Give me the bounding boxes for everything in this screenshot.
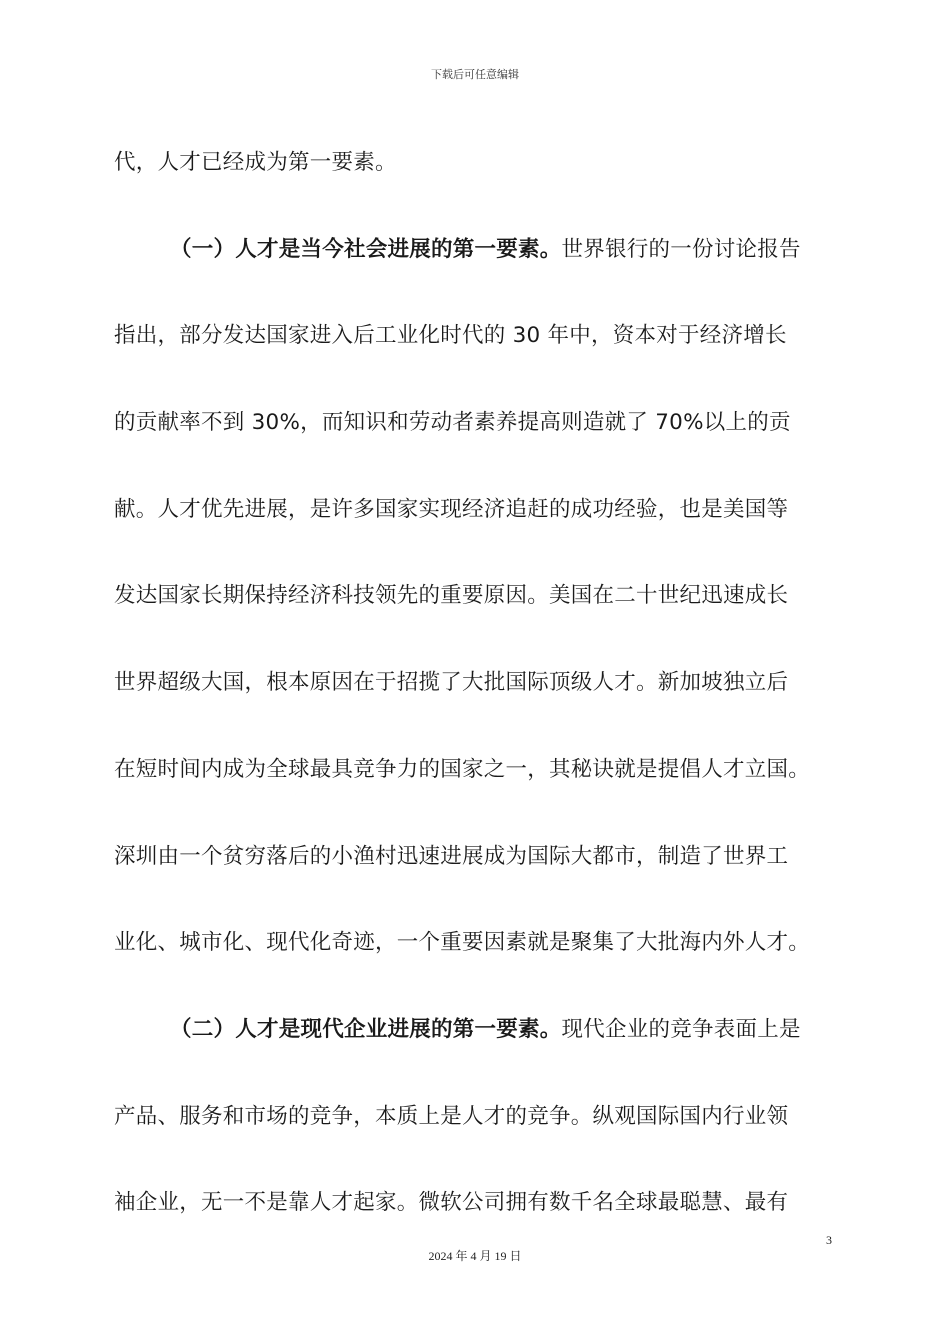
text-line (114, 661, 844, 748)
line-text: 发达国家长期保持经济科技领先的重要原因。美国在二十世纪迅速成长 (114, 583, 789, 609)
section-heading-1: （一）人才是当今社会进展的第一要素。 (170, 236, 562, 262)
text-line (114, 748, 844, 835)
text-line (114, 401, 844, 488)
text-line (114, 141, 844, 228)
section-heading-line-1 (114, 228, 844, 315)
text-line (114, 921, 844, 1008)
line-text: 世界银行的一份讨论报告 (561, 236, 801, 262)
line-text: 指出，部分发达国家进入后工业化时代的 30 年中，资本对于经济增长 (114, 323, 787, 349)
line-text: 产品、服务和市场的竞争，本质上是人才的竞争。纵观国际国内行业领 (114, 1103, 789, 1129)
text-line (114, 314, 844, 401)
text-line (114, 574, 844, 661)
line-text: 世界超级大国，根本原因在于招揽了大批国际顶级人才。新加坡独立后 (114, 670, 789, 696)
page-header: 下载后可任意编辑 (431, 68, 519, 81)
text-line (114, 835, 844, 922)
line-text: 献。人才优先进展，是许多国家实现经济追赶的成功经验，也是美国等 (114, 496, 789, 522)
text-line (114, 488, 844, 575)
page-number: 3 (826, 1233, 832, 1247)
line-text: 深圳由一个贫穷落后的小渔村迅速进展成为国际大都市，制造了世界工 (114, 843, 789, 869)
document-body (114, 141, 844, 1268)
text-line (114, 1095, 844, 1182)
line-text: 代，人才已经成为第一要素。 (114, 150, 397, 175)
section-heading-2: （二）人才是现代企业进展的第一要素。 (170, 1016, 562, 1042)
line-text: 现代企业的竞争表面上是 (561, 1016, 801, 1042)
line-text: 袖企业，无一不是靠人才起家。微软公司拥有数千名全球最聪慧、最有 (114, 1190, 789, 1216)
footer-date: 2024 年 4 月 19 日 (428, 1249, 522, 1263)
line-text: 的贡献率不到 30%，而知识和劳动者素养提高则造就了 70%以上的贡 (114, 410, 791, 436)
section-heading-line-2 (114, 1008, 844, 1095)
line-text: 在短时间内成为全球最具竞争力的国家之一，其秘诀就是提倡人才立国。 (114, 756, 811, 782)
line-text: 业化、城市化、现代化奇迹，一个重要因素就是聚集了大批海内外人才。 (114, 930, 811, 956)
